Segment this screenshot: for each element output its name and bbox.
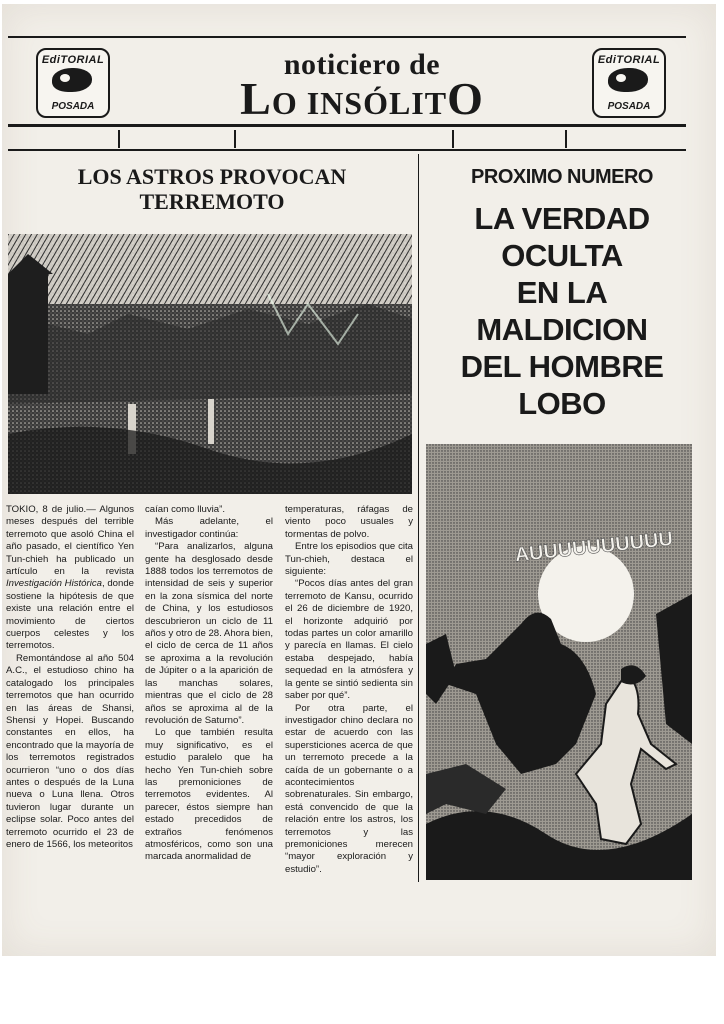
- paragraph: Lo que también resulta muy significativo, es el estudio paralelo que ha hecho Yen Tun-chieh sobre las premoniciones de terremotos evidentes. Al parecer, éstos siempre han estado precedidos de extraños fenómenos atmosféricos, como son una marcada anormalidad de: [145, 727, 273, 863]
- logo-top-text: EdiTORIAL: [597, 54, 661, 66]
- masthead-line-2: [202, 72, 522, 125]
- werewolf-illustration: [426, 444, 692, 880]
- howl-text: AUUUUUUUUUU: [513, 527, 674, 567]
- headline-line-1: LOS ASTROS PROVOCAN: [77, 164, 347, 189]
- masthead-final: O: [447, 73, 484, 124]
- tick-4: [565, 130, 567, 148]
- text-run: , donde sostiene la hipótesis de que existe una relación entre el movimiento de ciertos cuerpos celestes y los terremotos.: [6, 578, 134, 652]
- logo-emblem: [52, 68, 92, 92]
- next-issue-line: LOBO: [518, 386, 606, 421]
- tick-rule: [8, 149, 686, 151]
- editorial-posada-logo-right: [592, 48, 666, 118]
- logo-bottom-text: POSADA: [51, 101, 95, 112]
- paragraph: [6, 504, 134, 653]
- next-issue-line: LA VERDAD: [474, 201, 650, 236]
- headline-line-2: TERREMOTO: [139, 189, 285, 214]
- paragraph: Entre los episodios que cita Tun-chieh, destaca el siguiente:: [285, 541, 413, 578]
- column-divider: [418, 154, 419, 882]
- next-issue-line: OCULTA: [501, 238, 623, 273]
- top-rule: [8, 36, 686, 38]
- tick-2: [234, 130, 236, 148]
- article-headline: [22, 164, 402, 214]
- paragraph: temperaturas, ráfagas de viento poco usuales y tormentas de polvo.: [285, 504, 413, 540]
- tick-3: [452, 130, 454, 148]
- next-issue-line: MALDICION: [476, 312, 648, 347]
- tick-1: [118, 130, 120, 148]
- next-issue-headline: [432, 200, 692, 422]
- next-issue-label: PROXIMO NUMERO: [471, 166, 653, 188]
- paragraph: Por otra parte, el investigador chino declara no estar de acuerdo con las supersticiones acerca de que un terremoto precede a la caída de un gobernante o a acontecimientos sobrenaturales. Sin embargo, está convencido de que la relación entre los astros, los terremotos y las premoniciones merecen “mayor exploración y estudio”.: [285, 702, 413, 875]
- paragraph: Remontándose al año 504 A.C., el estudioso chino ha catalogado los principales terremotos que han ocurrido en las áreas de Shansi, Shensi y Hopei. Buscando constantes en ellos, ha encontrado que la mayoría de los terremotos registrados ocurrieron “uno o dos días antes o después de la Luna nueva o Luna llena. Otros tuvieron lugar durante un eclipse solar. Poco antes del terremoto ocurrido el 23 de enero de 1566, los meteoritos: [6, 652, 134, 850]
- newspaper-page: [2, 4, 716, 956]
- next-issue-line: EN LA: [516, 275, 608, 310]
- article-column-1: [6, 504, 134, 851]
- logo-emblem: [608, 68, 648, 92]
- paragraph: “Para analizarlos, alguna gente ha desglosado desde 1888 todos los terremotos de intensidad de seis y superior en la zona sísmica del norte de China, y los estudiosos descubrieron un ciclo de 11 años y otro de 28. Ahora bien, el ciclo de cerca de 11 años se aproxima a la revolución de Júpiter o a la aparición de las manchas solares, mientras que el ciclo de 28 años se aproxima al de la revolución de Saturno”.: [145, 541, 274, 726]
- logo-bottom-text: POSADA: [607, 101, 651, 112]
- logo-top-text: EdiTORIAL: [41, 54, 105, 66]
- masthead-middle: O INSÓLIT: [271, 85, 448, 121]
- article-column-2: [145, 504, 273, 864]
- earthquake-engraving-image: [8, 234, 412, 494]
- next-issue-line: DEL HOMBRE: [460, 349, 664, 384]
- paragraph: “Pocos días antes del gran terremoto de Kansu, ocurrido el 26 de diciembre de 1920, el horizonte adquirió por todas partes un color amarillo y parecía en llamas. El cielo estaba despejado, había sequedad en la atmósfera y la gente se sintió sedienta sin saber por qué”.: [285, 578, 413, 702]
- magazine-title: Investigación Histórica: [6, 578, 102, 590]
- masthead-line-1: noticiero de: [283, 48, 441, 81]
- paragraph: caían como lluvia”.: [145, 504, 225, 515]
- article-column-3: [285, 504, 413, 876]
- editorial-posada-logo-left: [36, 48, 110, 118]
- paragraph: Más adelante, el investigador continúa:: [145, 516, 273, 540]
- text-run: TOKIO, 8 de julio.— Algunos meses después del terrible terremoto que asoló China el año pasado, el científico Yen Tun-chieh ha publicado un artículo en la revista: [6, 504, 134, 578]
- masthead-initial: L: [240, 73, 272, 124]
